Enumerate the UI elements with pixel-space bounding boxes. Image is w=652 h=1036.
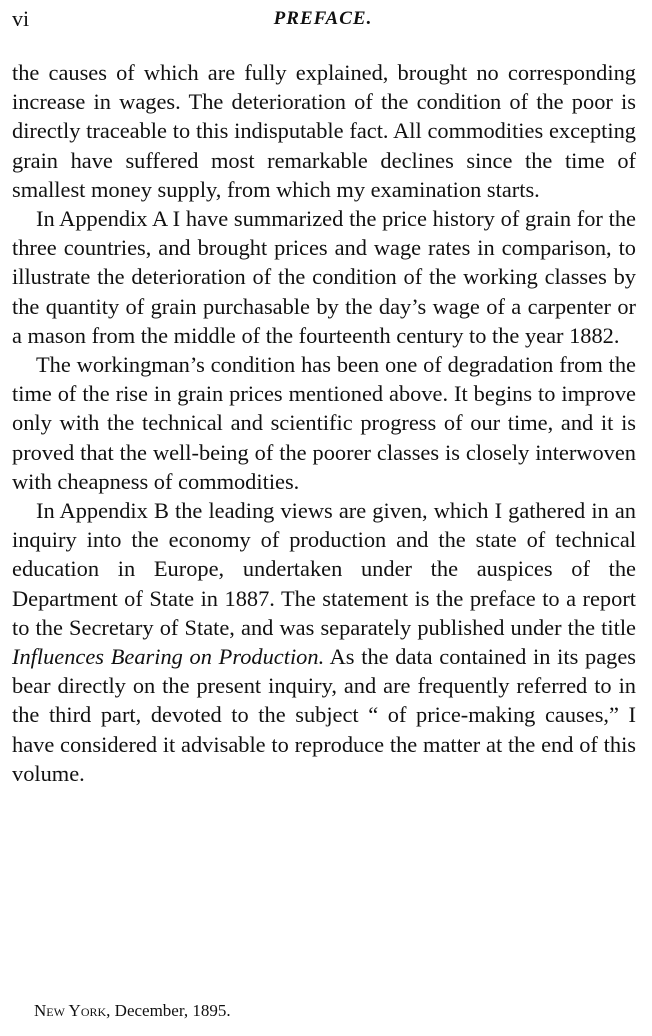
paragraph-appendix-b: [12, 496, 636, 788]
appendix-b-text-after: As the data contained in its pages bear directly on the present inquiry, and are frequently referred to in the third part, devoted to the subject “ of price-making causes,” I have considered it advisable to reproduce the matter at the end of this volume.: [12, 644, 636, 786]
page-header: [12, 6, 634, 32]
publication-title: Influences Bearing on Production.: [12, 644, 325, 670]
paragraph-workingman: The workingman’s condition has been one of degradation from the time of the rise in grain prices mentioned above. It begins to improve only with the technical and scientific progress of our time, and it is proved that the well-being of the poorer classes is closely interwoven with cheapness of commodities.: [12, 352, 636, 494]
page-number: vi: [12, 6, 30, 31]
signoff-date: December, 1895.: [114, 1001, 231, 1020]
preface-body: [12, 58, 636, 788]
paragraph-continuation: the causes of which are fully explained, brought no corresponding increase in wages. The deterioration of the condition of the poor is directly traceable to this indisputable fact. All commodities excepting grain have suffered most remarkable declines since the time of smallest money supply, from which my examination starts.: [12, 60, 636, 202]
running-head: PREFACE.: [273, 8, 373, 29]
signoff: [34, 1000, 231, 1022]
paragraph-appendix-a: In Appendix A I have summarized the price history of grain for the three countries, and brought prices and wage rates in comparison, to illustrate the deterioration of the condition of the working classes by the quantity of grain purchasable by the day’s wage of a carpenter or a mason from the middle of the fourteenth century to the year 1882.: [12, 206, 636, 348]
signoff-place: New York,: [34, 1001, 111, 1020]
appendix-b-text-before: In Appendix B the leading views are given, which I gathered in an inquiry into the economy of production and the state of technical education in Europe, undertaken under the auspices of the Department of State in 1887. The statement is the preface to a report to the Secretary of State, and was separately published under the title: [12, 498, 636, 640]
